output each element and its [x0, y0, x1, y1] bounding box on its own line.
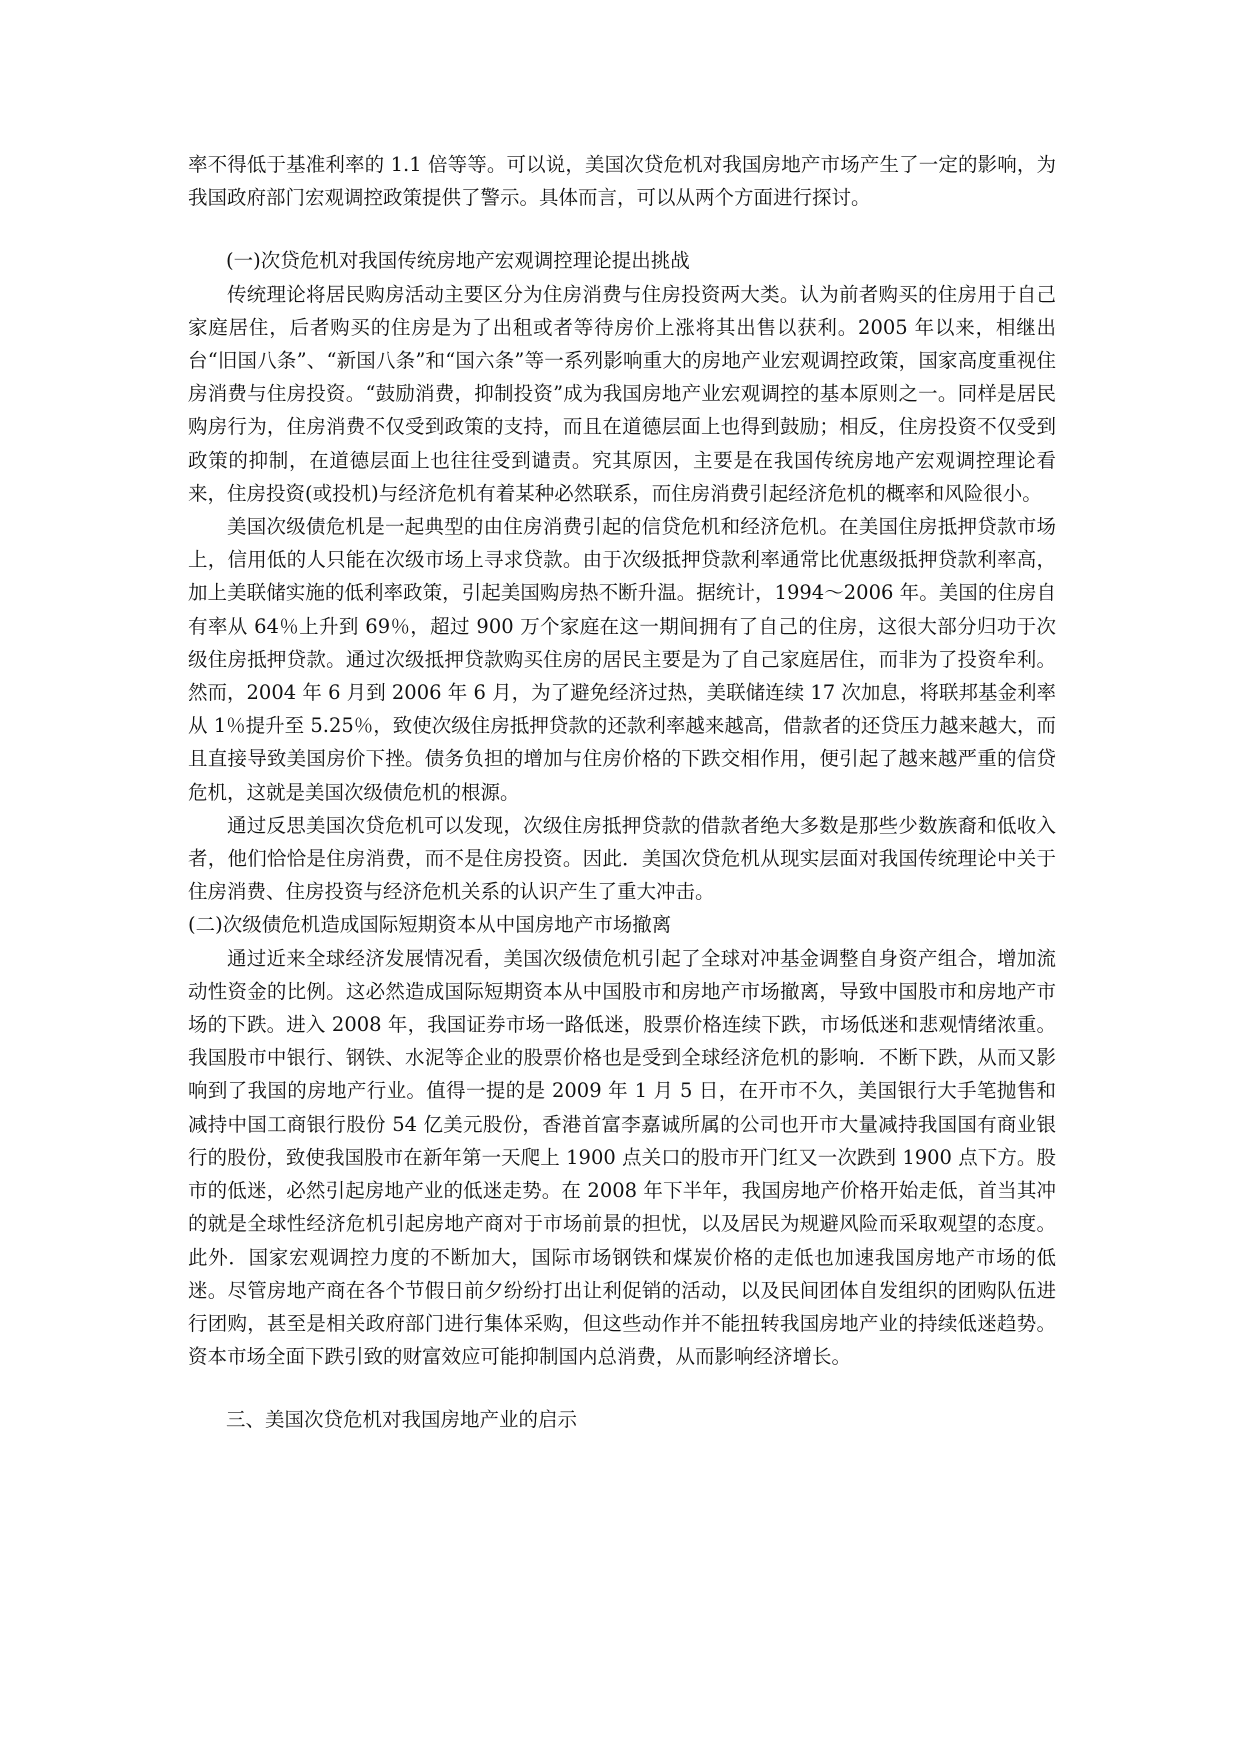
paragraph-subprime-origin: 美国次级债危机是一起典型的由住房消费引起的信贷危机和经济危机。在美国住房抵押贷款市场上，信用低的人只能在次级市场上寻求贷款。由于次级抵押贷款利率通常比优惠级抵押贷款利率高，加上美联储实施的低利率政策，引起美国购房热不断升温。据统计，1994～2006 年。美国的住房自有率从 64％上升到 69％，超过 900 万个家庭在这一期间拥有了自己的住房，这很大部分归功于次级住房抵押贷款。通过次级抵押贷款购买住房的居民主要是为了自己家庭居住，而非为了投资牟利。然而，2004 年 6 月到 2006 年 6 月，为了避免经济过热，美联储连续 17 次加息，将联邦基金利率从 1％提升至 5.25％，致使次级住房抵押贷款的还款利率越来越高，借款者的还贷压力越来越大，而且直接导致美国房价下挫。债务负担的增加与住房价格的下跌交相作用，便引起了越来越严重的信贷危机，这就是美国次级债危机的根源。: [188, 515, 1056, 804]
section-heading-1: (一)次贷危机对我国传统房地产宏观调控理论提出挑战: [226, 249, 690, 273]
paragraph-reflection: 通过反思美国次贷危机可以发现，次级住房抵押贷款的借款者绝大多数是那些少数族裔和低收入者，他们恰恰是住房消费，而不是住房投资。因此．美国次贷危机从现实层面对我国传统理论中关于住房消费、住房投资与经济危机关系的认识产生了重大冲击。: [188, 813, 1056, 904]
section-heading-2: (二)次级债危机造成国际短期资本从中国房地产市场撤离: [188, 913, 672, 937]
section-heading-3: 三、美国次贷危机对我国房地产业的启示: [226, 1408, 578, 1432]
paragraph-traditional-theory: 传统理论将居民购房活动主要区分为住房消费与住房投资两大类。认为前者购买的住房用于自己家庭居住，后者购买的住房是为了出租或者等待房价上涨将其出售以获利。2005 年以来，相继出台“旧国八条”、“新国八条”和“国六条”等一系列影响重大的房地产业宏观调控政策，国家高度重视住房消费与住房投资。“鼓励消费，抑制投资”成为我国房地产业宏观调控的基本原则之一。同样是居民购房行为，住房消费不仅受到政策的支持，而且在道德层面上也得到鼓励；相反，住房投资不仅受到政策的抑制，在道德层面上也往往受到谴责。究其原因，主要是在我国传统房地产宏观调控理论看来，住房投资(或投机)与经济危机有着某种必然联系，而住房消费引起经济危机的概率和风险很小。: [188, 282, 1056, 505]
document-page: [188, 148, 1056, 1437]
intro-paragraph: 率不得低于基准利率的 1.1 倍等等。可以说，美国次贷危机对我国房地产市场产生了一定的影响，为我国政府部门宏观调控政策提供了警示。具体而言，可以从两个方面进行探讨。: [188, 153, 1056, 210]
paragraph-capital-withdrawal: 通过近来全球经济发展情况看，美国次级债危机引起了全球对冲基金调整自身资产组合，增加流动性资金的比例。这必然造成国际短期资本从中国股市和房地产市场撤离，导致中国股市和房地产市场的下跌。进入 2008 年，我国证券市场一路低迷，股票价格连续下跌，市场低迷和悲观情绪浓重。我国股市中银行、钢铁、水泥等企业的股票价格也是受到全球经济危机的影响．不断下跌，从而又影响到了我国的房地产行业。值得一提的是 2009 年 1 月 5 日，在开市不久，美国银行大手笔抛售和减持中国工商银行股份 54 亿美元股份，香港首富李嘉诚所属的公司也开市大量减持我国国有商业银行的股份，致使我国股市在新年第一天爬上 1900 点关口的股市开门红又一次跌到 1900 点下方。股市的低迷，必然引起房地产业的低迷走势。在 2008 年下半年，我国房地产价格开始走低，首当其冲的就是全球性经济危机引起房地产商对于市场前景的担忧，以及居民为规避风险而采取观望的态度。此外．国家宏观调控力度的不断加大，国际市场钢铁和煤炭价格的走低也加速我国房地产市场的低迷。尽管房地产商在各个节假日前夕纷纷打出让利促销的活动，以及民间团体自发组织的团购队伍进行团购，甚至是相关政府部门进行集体采购，但这些动作并不能扭转我国房地产业的持续低迷趋势。资本市场全面下跌引致的财富效应可能抑制国内总消费，从而影响经济增长。: [188, 946, 1056, 1369]
